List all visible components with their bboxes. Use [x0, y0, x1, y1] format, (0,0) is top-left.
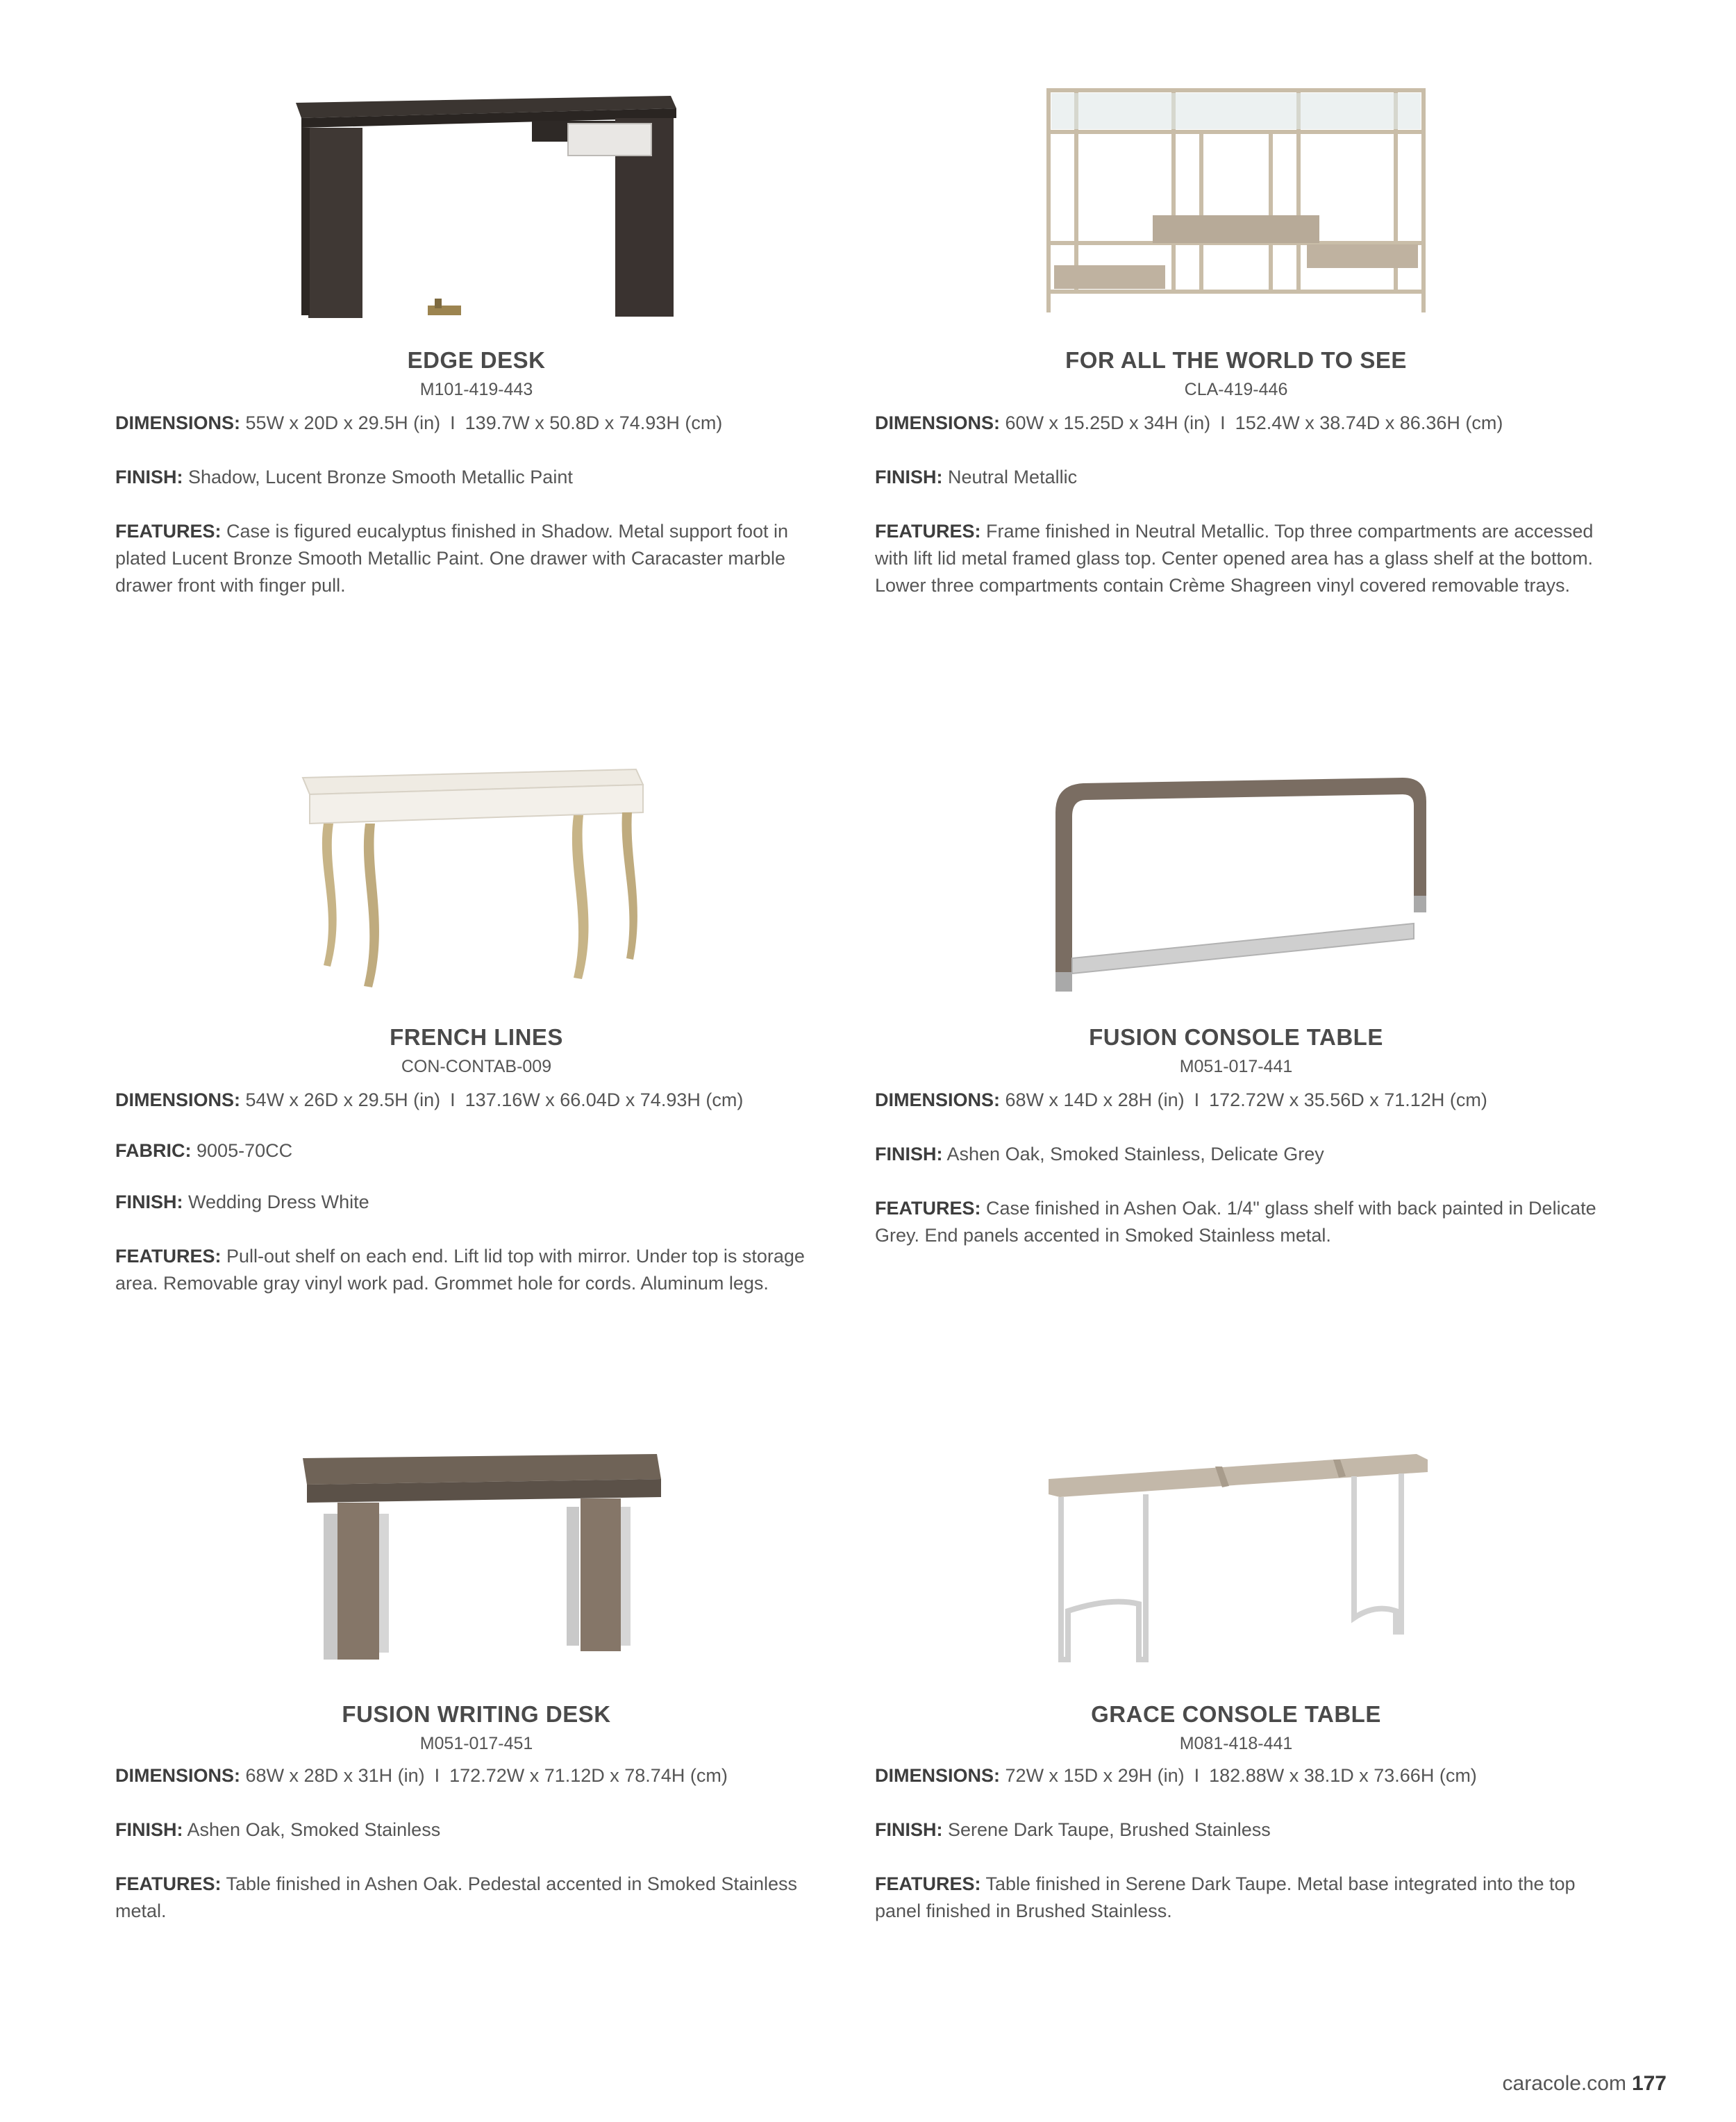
features-line [115, 1243, 837, 1297]
dimensions-label: DIMENSIONS: [875, 1765, 1001, 1786]
features-value: Case finished in Ashen Oak. 1/4" glass shelf with back painted in Delicate Grey. End panels accented in Smoked Stainless metal. [875, 1198, 1596, 1246]
dimensions-centimeters: 172.72W x 71.12D x 78.74H (cm) [449, 1765, 728, 1786]
features-label: FEATURES: [115, 521, 222, 542]
features-label: FEATURES: [115, 1246, 222, 1267]
features-label: FEATURES: [875, 1198, 981, 1219]
dimensions-label: DIMENSIONS: [875, 412, 1001, 433]
dimensions-inches: 72W x 15D x 29H (in) [1005, 1765, 1185, 1786]
finish-label: FINISH: [115, 1819, 183, 1840]
product-sku: CLA-419-446 [1184, 380, 1288, 399]
fusion-console-table-image [875, 757, 1597, 1007]
edge-desk-illustration [268, 83, 685, 333]
finish-label: FINISH: [115, 467, 183, 487]
fabric-value: 9005-70CC [197, 1140, 293, 1161]
dimensions-label: DIMENSIONS: [115, 412, 241, 433]
product-name: GRACE CONSOLE TABLE [1091, 1701, 1381, 1727]
dimensions-inches: 68W x 28D x 31H (in) [245, 1765, 425, 1786]
finish-line [115, 1189, 837, 1216]
product-name: FUSION WRITING DESK [342, 1701, 611, 1727]
dimensions-centimeters: 172.72W x 35.56D x 71.12H (cm) [1209, 1089, 1487, 1110]
dimensions-inches: 55W x 20D x 29.5H (in) [245, 412, 441, 433]
dimensions-separator: I [1194, 1765, 1200, 1786]
finish-value: Wedding Dress White [188, 1192, 369, 1212]
features-line [875, 518, 1597, 599]
product-sku: M101-419-443 [419, 380, 533, 399]
features-line [115, 1871, 837, 1925]
dimensions-line [115, 1087, 837, 1114]
finish-value: Ashen Oak, Smoked Stainless, Delicate Grey [946, 1144, 1324, 1164]
dimensions-line [875, 1762, 1597, 1789]
page-number: 177 [1631, 2072, 1667, 2095]
dimensions-centimeters: 152.4W x 38.74D x 86.36H (cm) [1235, 412, 1503, 433]
features-value: Pull-out shelf on each end. Lift lid top with mirror. Under top is storage area. Removable gray vinyl work pad. Grommet hole for cords. Aluminum legs. [115, 1246, 805, 1294]
dimensions-inches: 60W x 15.25D x 34H (in) [1005, 412, 1211, 433]
finish-value: Neutral Metallic [948, 467, 1078, 487]
finish-line [115, 1816, 837, 1844]
edge-desk-image [115, 83, 837, 333]
dimensions-line [115, 1762, 837, 1789]
dimensions-line [115, 410, 837, 437]
dimensions-inches: 68W x 14D x 28H (in) [1005, 1089, 1185, 1110]
fusion-console-illustration [1028, 757, 1444, 1007]
etagere-illustration [1035, 83, 1437, 333]
product-name: EDGE DESK [407, 347, 546, 373]
french-lines-image [115, 757, 837, 1007]
finish-label: FINISH: [115, 1192, 183, 1212]
footer-website: caracole.com [1502, 2072, 1626, 2095]
product-name: FRENCH LINES [390, 1024, 563, 1050]
features-line [875, 1195, 1597, 1249]
grace-console-table-image [875, 1430, 1597, 1680]
dimensions-label: DIMENSIONS: [115, 1089, 241, 1110]
product-sku: M051-017-451 [419, 1734, 533, 1753]
product-sku: CON-CONTAB-009 [401, 1057, 552, 1076]
product-sku: M051-017-441 [1179, 1057, 1293, 1076]
dimensions-line [875, 1087, 1597, 1114]
finish-value: Serene Dark Taupe, Brushed Stainless [948, 1819, 1271, 1840]
page-footer [1503, 2072, 1667, 2096]
finish-value: Ashen Oak, Smoked Stainless [187, 1819, 441, 1840]
product-name: FOR ALL THE WORLD TO SEE [1065, 347, 1407, 373]
dimensions-separator: I [450, 412, 456, 433]
features-value: Frame finished in Neutral Metallic. Top three compartments are accessed with lift lid metal framed glass top. Center opened area has a glass shelf at the bottom. Lower three compartments contain Crème Shagreen vinyl covered removable trays. [875, 521, 1594, 596]
fabric-label: FABRIC: [115, 1140, 192, 1161]
grace-console-illustration [1028, 1430, 1444, 1680]
features-value: Case is figured eucalyptus finished in Shadow. Metal support foot in plated Lucent Bronze Smooth Metallic Paint. One drawer with Caracaster marble drawer front with finger pull. [115, 521, 788, 596]
finish-label: FINISH: [875, 1144, 943, 1164]
french-lines-illustration [282, 757, 671, 1007]
dimensions-centimeters: 182.88W x 38.1D x 73.66H (cm) [1209, 1765, 1477, 1786]
dimensions-line [875, 410, 1597, 437]
dimensions-centimeters: 139.7W x 50.8D x 74.93H (cm) [465, 412, 723, 433]
features-line [875, 1871, 1597, 1925]
features-label: FEATURES: [875, 1873, 981, 1894]
dimensions-label: DIMENSIONS: [875, 1089, 1001, 1110]
dimensions-separator: I [450, 1089, 456, 1110]
finish-label: FINISH: [875, 467, 943, 487]
product-sku: M081-418-441 [1179, 1734, 1293, 1753]
dimensions-centimeters: 137.16W x 66.04D x 74.93H (cm) [465, 1089, 744, 1110]
finish-line [875, 1816, 1597, 1844]
finish-label: FINISH: [875, 1819, 943, 1840]
finish-line [875, 464, 1597, 491]
product-name: FUSION CONSOLE TABLE [1089, 1024, 1383, 1050]
finish-line [875, 1141, 1597, 1168]
fabric-line [115, 1137, 837, 1164]
dimensions-inches: 54W x 26D x 29.5H (in) [245, 1089, 441, 1110]
fusion-writing-desk-illustration [275, 1430, 678, 1680]
for-all-the-world-to-see-image [875, 83, 1597, 333]
features-value: Table finished in Ashen Oak. Pedestal accented in Smoked Stainless metal. [115, 1873, 798, 1921]
finish-value: Shadow, Lucent Bronze Smooth Metallic Paint [188, 467, 573, 487]
fusion-writing-desk-image [115, 1430, 837, 1680]
features-label: FEATURES: [875, 521, 981, 542]
features-value: Table finished in Serene Dark Taupe. Metal base integrated into the top panel finished in Brushed Stainless. [875, 1873, 1576, 1921]
dimensions-separator: I [1194, 1089, 1200, 1110]
dimensions-separator: I [1220, 412, 1226, 433]
dimensions-separator: I [434, 1765, 440, 1786]
features-line [115, 518, 837, 599]
finish-line [115, 464, 837, 491]
features-label: FEATURES: [115, 1873, 222, 1894]
dimensions-label: DIMENSIONS: [115, 1765, 241, 1786]
